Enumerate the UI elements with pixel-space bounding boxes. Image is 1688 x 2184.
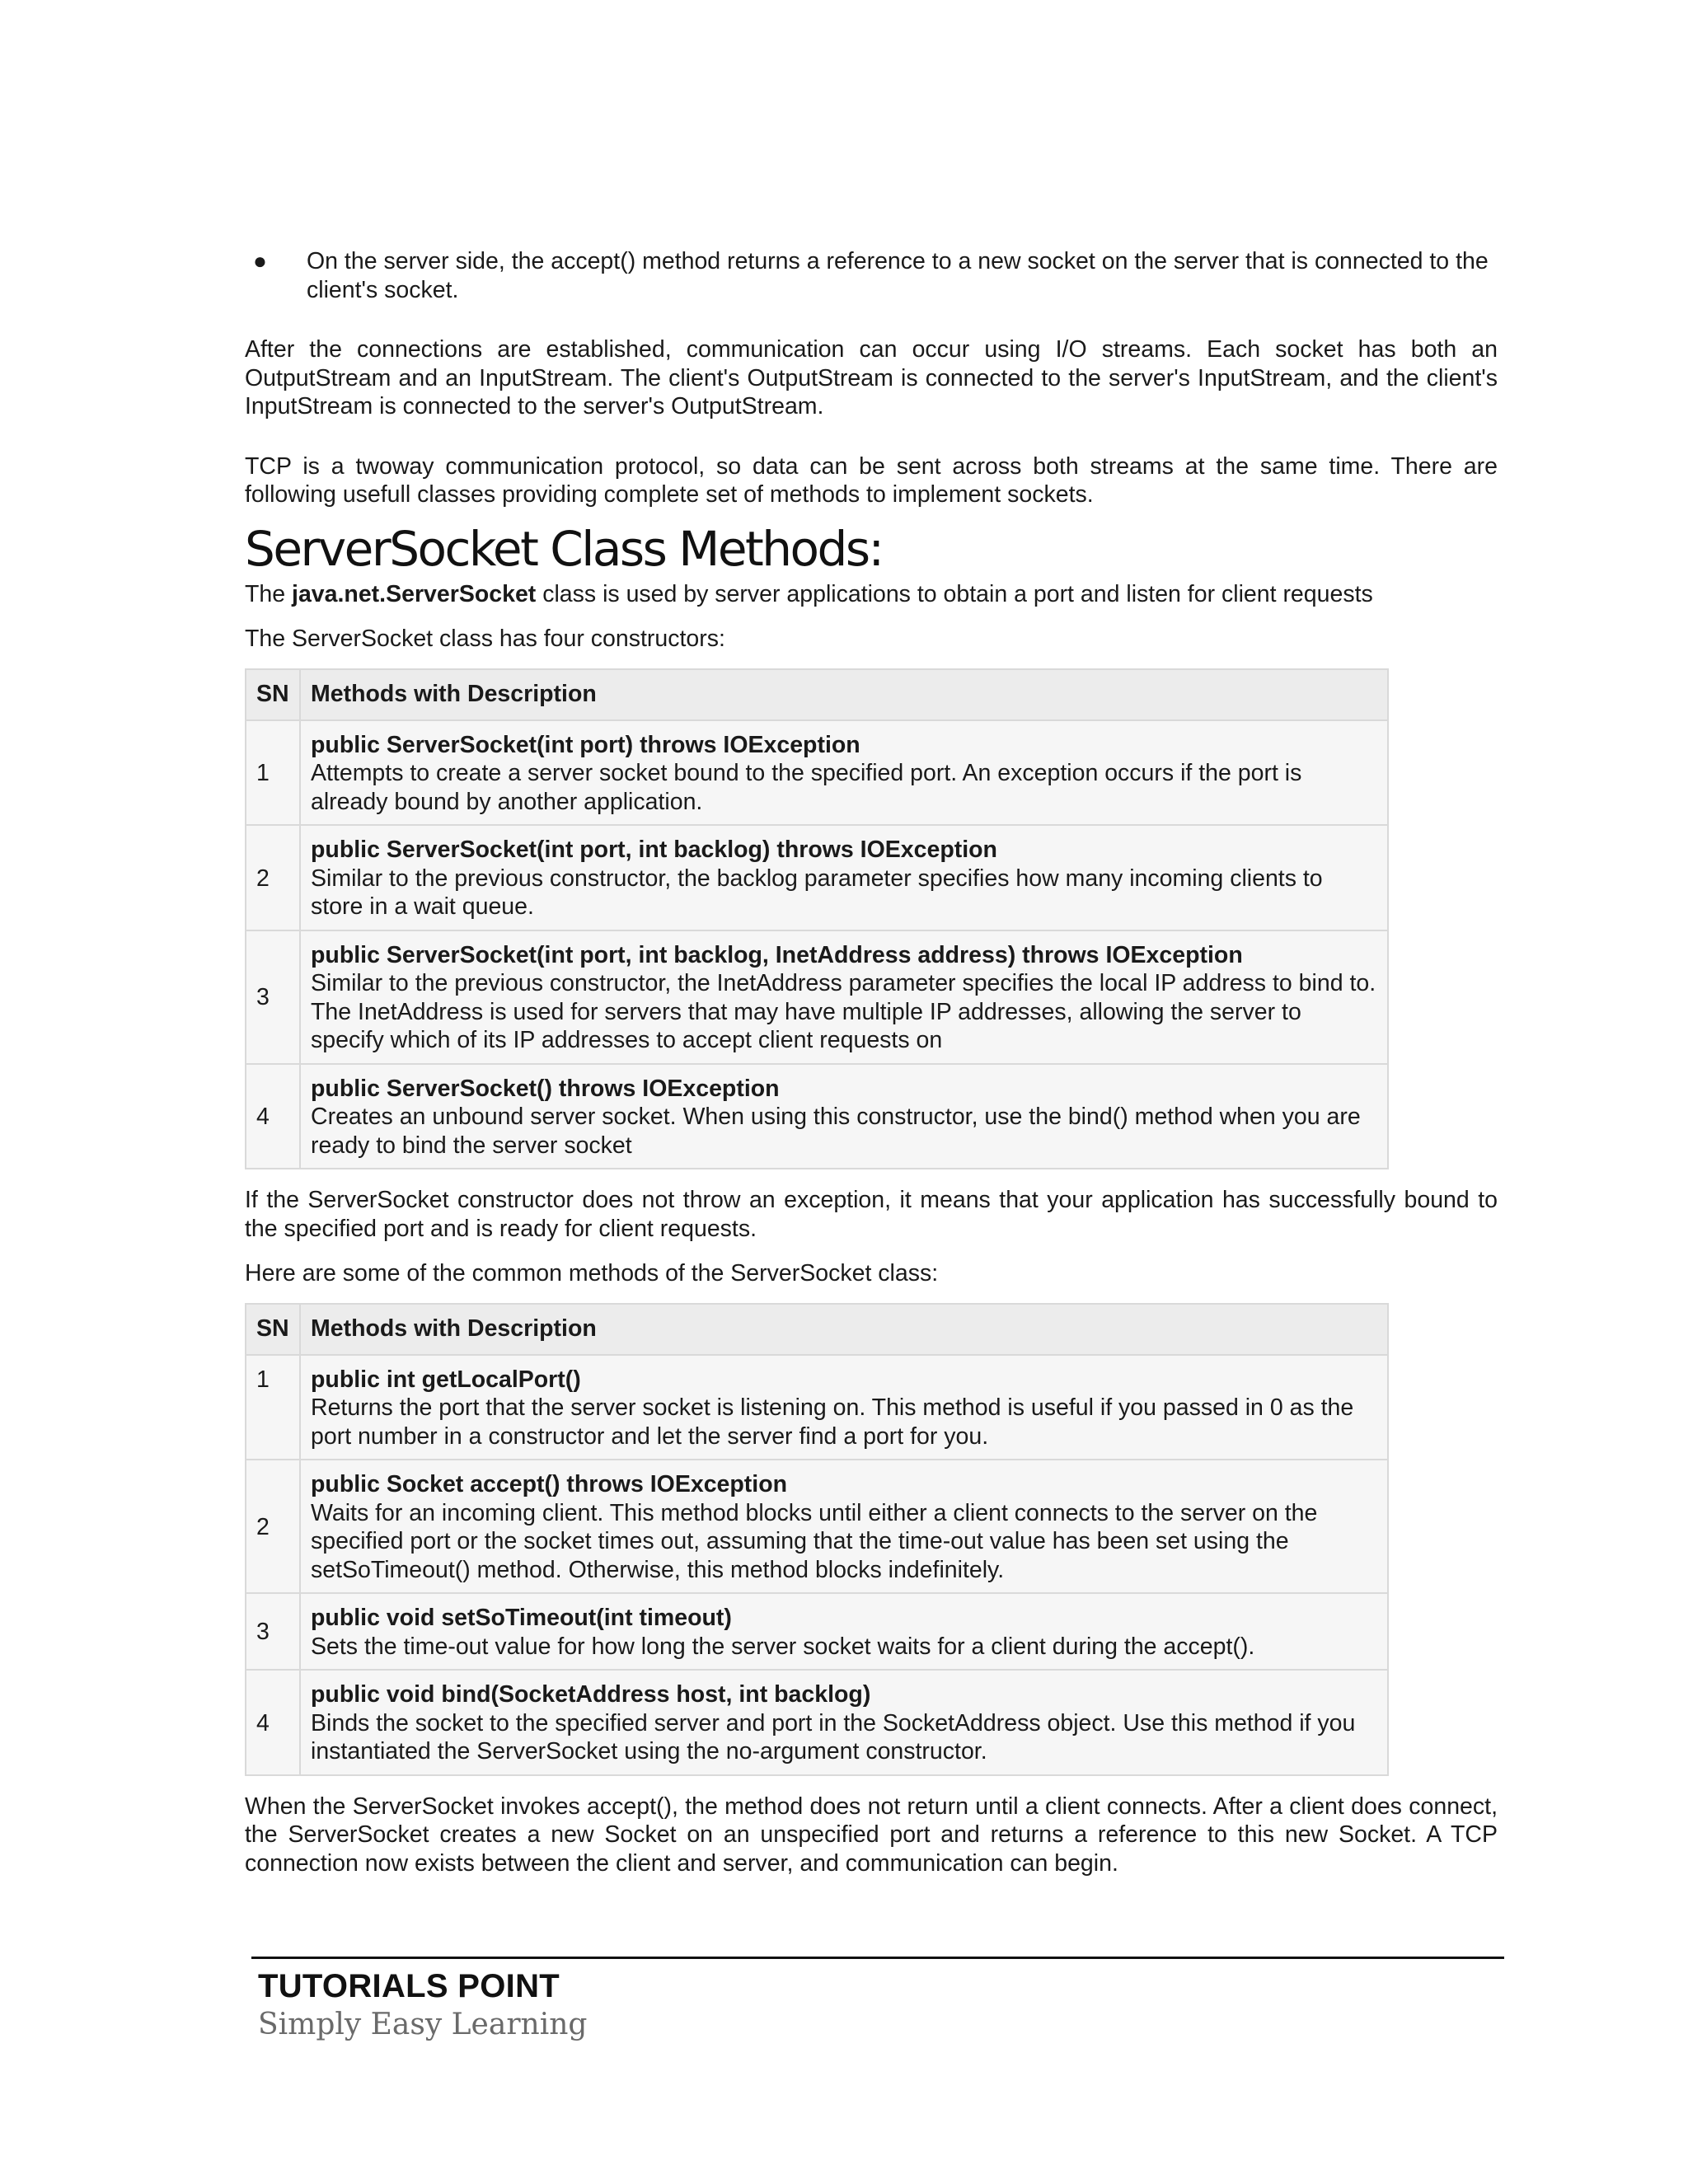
method-signature: public int getLocalPort() [311, 1366, 581, 1393]
table-row [246, 720, 1388, 826]
table-row [246, 1064, 1388, 1169]
method-description: Binds the socket to the specified server and port in the SocketAddress object. Use this method if you instantiated the ServerSocket using the no-argument constructor. [311, 1709, 1356, 1765]
paragraph-streams: After the connections are established, communication can occur using I/O streams. Each socket has both an OutputStream and an InputStream. The client's OutputStream is connected to the server's InputStream, and the client's InputStream is connected to the server's OutputStream. [245, 336, 1498, 419]
row-sn: 2 [246, 1460, 300, 1593]
row-sn: 4 [246, 1670, 300, 1775]
method-signature: public Socket accept() throws IOException [311, 1471, 788, 1497]
method-description: Sets the time-out value for how long the server socket waits for a client during the accept(). [311, 1633, 1255, 1660]
table-header-row [246, 1304, 1388, 1355]
methods-intro: Here are some of the common methods of the ServerSocket class: [245, 1260, 939, 1286]
bullet-list-item [245, 247, 1498, 304]
column-header-sn: SN [246, 669, 300, 720]
section-intro-prefix: The [245, 580, 293, 607]
method-description: Returns the port that the server socket is listening on. This method is useful if you passed in 0 as the port number in a constructor and let the server find a port for you. [311, 1394, 1354, 1450]
method-description: Attempts to create a server socket bound to the specified port. An exception occurs if the port is already bound by another application. [311, 760, 1302, 815]
row-description [300, 1355, 1388, 1460]
row-sn: 3 [246, 930, 300, 1064]
row-description [300, 720, 1388, 826]
paragraph-tcp: TCP is a twoway communication protocol, so data can be sent across both streams at the same time. There are following usefull classes providing complete set of methods to implement sockets. [245, 452, 1498, 508]
footer-tagline: Simply Easy Learning [258, 2008, 588, 2041]
table-row [246, 930, 1388, 1064]
table-header-row [246, 669, 1388, 720]
row-description [300, 1670, 1388, 1775]
row-sn: 3 [246, 1593, 300, 1670]
row-sn: 1 [246, 1355, 300, 1460]
method-signature: public ServerSocket(int port, int backlog) throws IOException [311, 837, 997, 863]
column-header-desc: Methods with Description [300, 669, 1388, 720]
paragraph-closing: When the ServerSocket invokes accept(), the method does not return until a client connects. After a client does connect, the ServerSocket creates a new Socket on an unspecified port and returns a reference to this new Socket. A TCP connection now exists between the client and server, and communication can begin. [245, 1793, 1498, 1877]
method-description: Similar to the previous constructor, the InetAddress parameter specifies the local IP address to bind to. The InetAddress is used for servers that may have multiple IP addresses, allowing the server to specify which of its IP addresses to accept client requests on [311, 970, 1376, 1053]
section-intro-suffix: class is used by server applications to obtain a port and listen for client requests [536, 580, 1373, 607]
row-description [300, 930, 1388, 1064]
page-content [245, 247, 1498, 1877]
section-intro [245, 580, 1498, 609]
row-description [300, 1460, 1388, 1593]
table-row [246, 1593, 1388, 1670]
method-signature: public ServerSocket() throws IOException [311, 1075, 780, 1102]
paragraph-after-constructors: If the ServerSocket constructor does not throw an exception, it means that your application has successfully bound to the specified port and is ready for client requests. [245, 1187, 1498, 1242]
table-row [246, 1355, 1388, 1460]
row-description [300, 825, 1388, 930]
method-signature: public void setSoTimeout(int timeout) [311, 1605, 732, 1631]
method-description: Creates an unbound server socket. When using this constructor, use the bind() method when you are ready to bind the server socket [311, 1104, 1361, 1159]
footer-divider [251, 1957, 1504, 1959]
section-title: ServerSocket Class Methods: [245, 520, 883, 577]
row-description [300, 1593, 1388, 1670]
table-row [246, 1670, 1388, 1775]
row-sn: 4 [246, 1064, 300, 1169]
method-description: Similar to the previous constructor, the backlog parameter specifies how many incoming clients to store in a wait queue. [311, 865, 1323, 920]
method-signature: public void bind(SocketAddress host, int backlog) [311, 1681, 871, 1708]
row-sn: 2 [246, 825, 300, 930]
row-sn: 1 [246, 720, 300, 826]
row-description [300, 1064, 1388, 1169]
column-header-sn: SN [246, 1304, 300, 1355]
footer-brand: TUTORIALS POINT [258, 1968, 560, 2004]
methods-table [245, 1303, 1389, 1776]
constructors-intro: The ServerSocket class has four constructors: [245, 626, 725, 652]
method-signature: public ServerSocket(int port) throws IOException [311, 731, 860, 758]
class-name: java.net.ServerSocket [292, 580, 537, 607]
bullet-dot-icon: ● [253, 248, 267, 274]
table-row [246, 1460, 1388, 1593]
constructors-table [245, 668, 1389, 1170]
table-row [246, 825, 1388, 930]
method-signature: public ServerSocket(int port, int backlog, InetAddress address) throws IOException [311, 941, 1243, 968]
method-description: Waits for an incoming client. This method blocks until either a client connects to the server on the specified port or the socket times out, assuming that the time-out value has been set using the setSoTimeout() method. Otherwise, this method blocks indefinitely. [311, 1499, 1318, 1583]
bullet-text: On the server side, the accept() method returns a reference to a new socket on the server that is connected to the client's socket. [307, 248, 1489, 303]
column-header-desc: Methods with Description [300, 1304, 1388, 1355]
